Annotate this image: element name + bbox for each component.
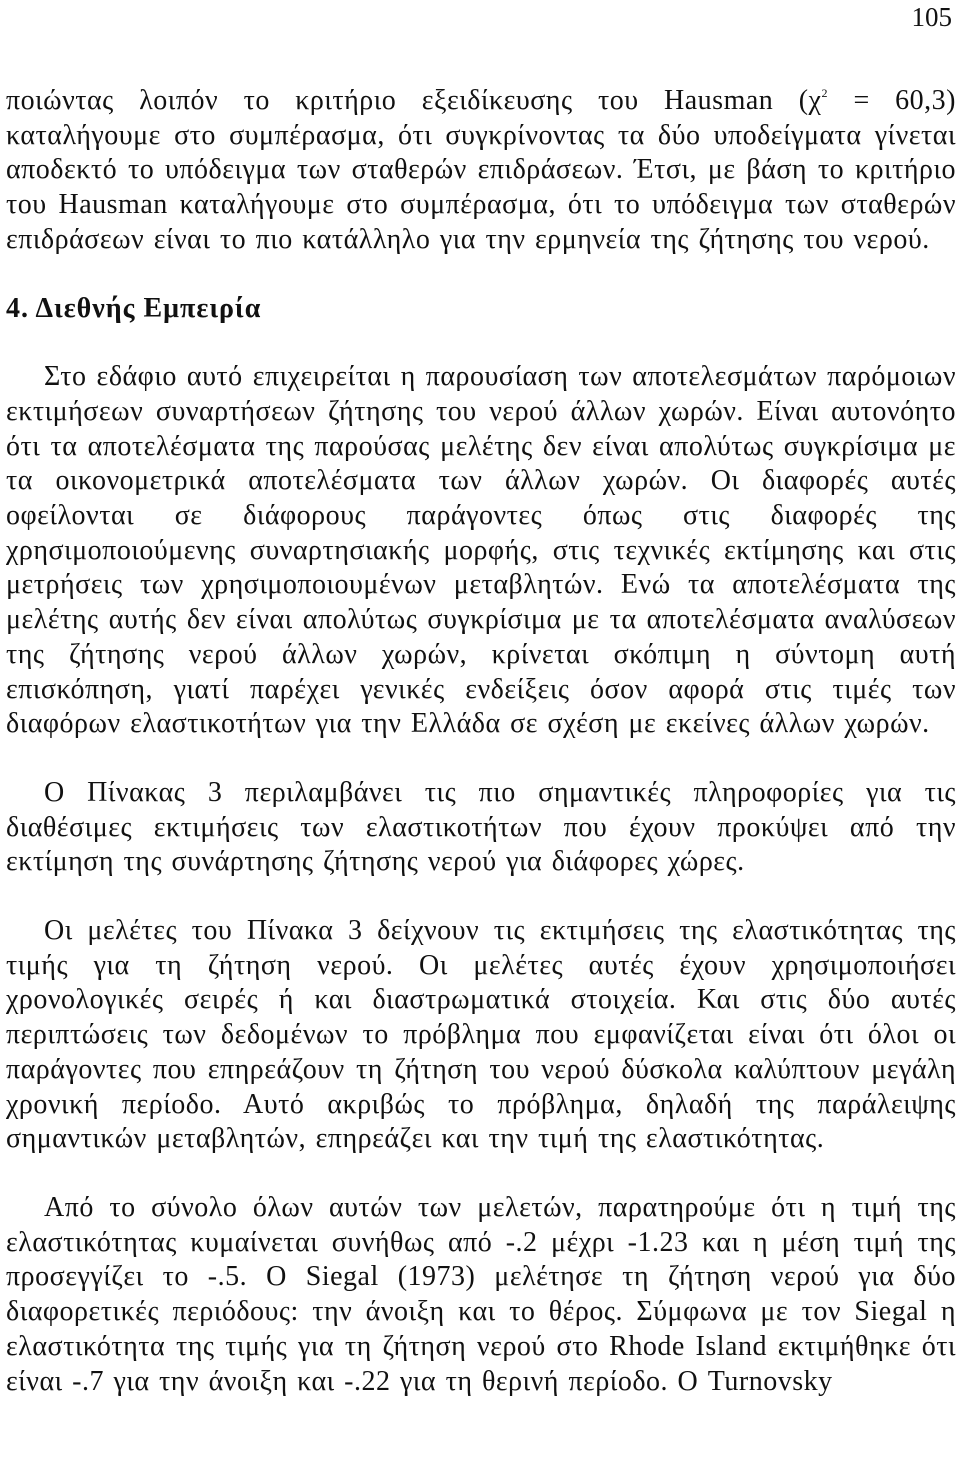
section-heading: 4. Διεθνής Εμπειρία xyxy=(6,292,262,324)
paragraph-table-3-intro: Ο Πίνακας 3 περιλαμβάνει τις πιο σημαντικές πληροφορίες για τις διαθέσιμες εκτιμήσεις των ελαστικοτήτων που έχουν προκύψει από την εκτίμηση της συνάρτησης ζήτησης νερού για διάφορες χώρες. xyxy=(6,776,956,878)
paragraph-elasticity-range: Από το σύνολο όλων αυτών των μελετών, παρατηρούμε ότι η τιμή της ελαστικότητας κυμαίνεται συνήθως από -.2 μέχρι -1.23 και η μέση τιμή της προσεγγίζει το -.5. Ο Siegal (1973) μελέτησε τη ζήτηση νερού για δύο διαφορετικές περιόδους: την άνοιξη και το θέρος. Σύμφωνα με τον Siegal η ελαστικότητα της τιμής για τη ζήτηση νερού στο Rhode Island εκτιμήθηκε ότι είναι -.7 για την άνοιξη και -.22 για τη θερινή περίοδο. Ο Turnovsky xyxy=(6,1191,956,1397)
superscript: 2 xyxy=(821,86,828,100)
paragraph-international-experience: Στο εδάφιο αυτό επιχειρείται η παρουσίαση των αποτελεσμάτων παρόμοιων εκτιμήσεων συναρτήσεων ζήτησης του νερού άλλων χωρών. Είναι αυτονόητο ότι τα αποτελέσματα της παρούσας μελέτης δεν είναι απολύτως συγκρίσιμα με τα οικονομετρικά αποτελέσματα των άλλων χωρών. Οι διαφορές αυτές οφείλονται σε διάφορους παράγοντες όπως στις διαφορές της χρησιμοποιούμενης συναρτησιακής μορφής, στις τεχνικές εκτίμησης και στις μετρήσεις των χρησιμοποιουμένων μεταβλητών. Ενώ τα αποτελέσματα της μελέτης αυτής δεν είναι απολύτως συγκρίσιμα με τα αποτελέσματα αναλύσεων της ζήτησης νερού άλλων χωρών, κρίνεται σκόπιμη η σύντομη αυτή επισκόπηση, γιατί παρέχει γενικές ενδείξεις όσον αφορά στις τιμές των διαφόρων ελαστικοτήτων για την Ελλάδα σε σχέση με εκείνες άλλων χωρών. xyxy=(6,361,956,740)
page-body xyxy=(6,84,956,1399)
paragraph-text: = 60,3) καταλήγουμε στο συμπέρασμα, ότι συγκρίνοντας τα δύο υποδείγματα γίνεται αποδεκτό το υπόδειγμα των σταθερών επιδράσεων. Έτσι, με βάση το κριτήριο του Hausman καταλήγουμε στο συμπέρασμα, ότι το υπόδειγμα των σταθερών επιδράσεων είναι το πιο κατάλληλο για την ερμηνεία της ζήτησης του νερού. xyxy=(6,85,957,255)
paragraph-table-3-studies: Οι μελέτες του Πίνακα 3 δείχνουν τις εκτιμήσεις της ελαστικότητας της τιμής για τη ζήτηση νερού. Οι μελέτες αυτές έχουν χρησιμοποιήσει χρονολογικές σειρές ή και διαστρωματικά στοιχεία. Και στις δύο αυτές περιπτώσεις των δεδομένων το πρόβλημα που εμφανίζεται είναι ότι όλοι οι παράγοντες που επηρεάζουν τη ζήτηση του νερού δύσκολα καλύπτουν μεγάλη χρονική περίοδο. Αυτό ακριβώς το πρόβλημα, δηλαδή της παράλειψης σημαντικών μεταβλητών, επηρεάζει και την τιμή της ελαστικότητας. xyxy=(6,915,956,1155)
paragraph-hausman-conclusion xyxy=(6,84,956,258)
page-number: 105 xyxy=(911,2,952,32)
paragraph-text: ποιώντας λοιπόν το κριτήριο εξειδίκευσης του Hausman (χ xyxy=(6,85,822,116)
